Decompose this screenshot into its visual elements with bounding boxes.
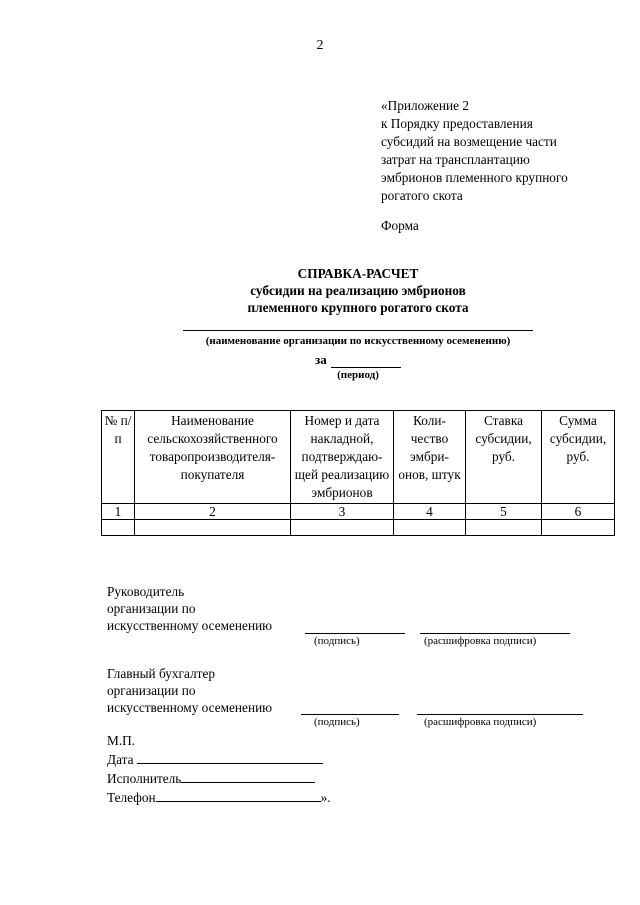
table-cell [135, 520, 291, 536]
column-number-row [102, 504, 615, 520]
title-line-1: СПРАВКА-РАСЧЕТ [297, 266, 419, 281]
table-cell [542, 520, 615, 536]
signature-label-line: искусственному осеменению [107, 618, 273, 633]
head-decode-line [420, 633, 570, 634]
executor-label: Исполнитель [107, 771, 182, 786]
date-line [137, 750, 323, 764]
document-title [0, 265, 640, 316]
signature-label-line: организации по [107, 601, 196, 616]
stamp-place: М.П. [107, 733, 136, 748]
organization-caption: (наименование организации по искусственному осеменению) [205, 335, 511, 347]
accountant-signature-block [107, 665, 272, 716]
column-number: 4 [394, 504, 466, 520]
closing-quote: ». [320, 790, 331, 805]
head-signature-line [305, 633, 405, 634]
accountant-signature-line [301, 714, 399, 715]
appendix-line: затрат на трансплантацию [381, 152, 530, 167]
column-header: Коли-чество эмбри-онов, штук [394, 411, 466, 504]
signature-label-line: искусственному осеменению [107, 700, 273, 715]
phone-line [156, 788, 321, 802]
column-number: 1 [102, 504, 135, 520]
column-header: Сумма субсидии, руб. [542, 411, 615, 504]
phone-label: Телефон [107, 790, 156, 805]
form-label: Форма [381, 218, 419, 233]
head-signature-block [107, 583, 272, 634]
column-number: 5 [466, 504, 542, 520]
table-cell [102, 520, 135, 536]
title-line-2: субсидии на реализацию эмбрионов [250, 283, 466, 298]
signature-label-line: Главный бухгалтер [107, 666, 216, 681]
head-decode-caption: (расшифровка подписи) [424, 635, 537, 647]
period-line [331, 367, 401, 368]
appendix-line: эмбрионов племенного крупного [381, 170, 568, 185]
table-cell [291, 520, 394, 536]
phone-field [107, 788, 331, 807]
period-prefix: за [315, 352, 327, 367]
signature-label-line: организации по [107, 683, 196, 698]
accountant-decode-line [417, 714, 583, 715]
bottom-fields [107, 732, 331, 807]
table-cell [394, 520, 466, 536]
period-caption: (период) [337, 369, 379, 381]
date-field [107, 750, 331, 769]
column-header: Наименование сельскохозяйственного товаропроизводителя-покупателя [135, 411, 291, 504]
column-number: 3 [291, 504, 394, 520]
executor-line [181, 769, 315, 783]
appendix-line: к Порядку предоставления [381, 116, 533, 131]
column-header: Номер и дата накладной, подтверждаю-щей реализацию эмбрионов [291, 411, 394, 504]
appendix-line: субсидий на возмещение части [381, 134, 557, 149]
head-sign-caption: (подпись) [314, 635, 360, 647]
table-row [102, 520, 615, 536]
date-label: Дата [107, 752, 134, 767]
column-header: Ставка субсидии, руб. [466, 411, 542, 504]
accountant-decode-caption: (расшифровка подписи) [424, 716, 537, 728]
signature-label-line: Руководитель [107, 584, 185, 599]
table-cell [466, 520, 542, 536]
appendix-line: рогатого скота [381, 188, 463, 203]
column-header: № п/п [102, 411, 135, 504]
executor-field [107, 769, 331, 788]
appendix-line: «Приложение 2 [381, 98, 469, 113]
title-line-3: племенного крупного рогатого скота [247, 300, 469, 315]
organization-name-line [183, 330, 533, 331]
page-number: 2 [316, 38, 324, 53]
column-number: 2 [135, 504, 291, 520]
table-header-row [102, 411, 615, 504]
column-number: 6 [542, 504, 615, 520]
appendix-block [381, 97, 568, 205]
accountant-sign-caption: (подпись) [314, 716, 360, 728]
calculation-table [101, 410, 615, 536]
